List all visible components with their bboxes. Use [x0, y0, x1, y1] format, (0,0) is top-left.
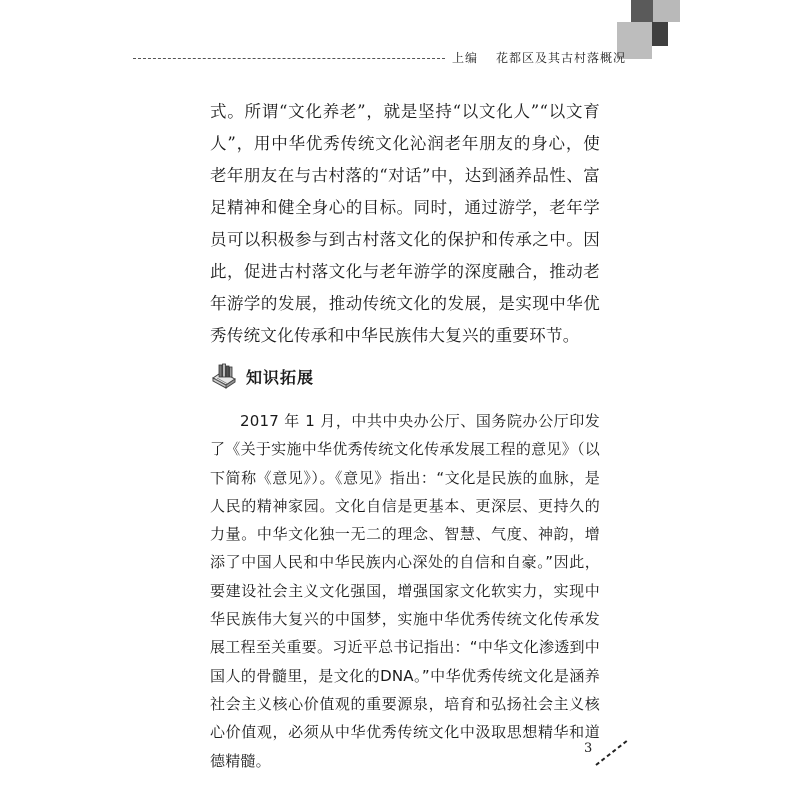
- corner-decoration-square: [653, 0, 680, 22]
- running-head: [452, 49, 626, 66]
- running-head-part: 上编: [452, 51, 479, 65]
- header-dashed-rule: [133, 58, 445, 59]
- section-title: 知识拓展: [246, 367, 315, 387]
- page-number: 3: [584, 741, 593, 756]
- body-paragraph: 式。所谓“文化养老”，就是坚持“以文化人”“以文育人”，用中华优秀传统文化沁润老年朋友的身心，使老年朋友在与古村落的“对话”中，达到涵养品性、富足精神和健全身心的目标。同时，通过游学，老年学员可以积极参与到古村落文化的保护和传承之中。因此，促进古村落文化与老年游学的深度融合，推动老年游学的发展，推动传统文化的发展，是实现中华优秀传统文化传承和中华民族伟大复兴的重要环节。: [210, 102, 600, 345]
- page-corner-dashes: [592, 738, 632, 768]
- corner-decoration-square: [631, 0, 653, 22]
- section-heading: [210, 359, 600, 393]
- running-head-chapter: 花都区及其古村落概况: [496, 51, 627, 65]
- body-paragraph: 2017 年 1 月，中共中央办公厅、国务院办公厅印发了《关于实施中华优秀传统文化传承发展工程的意见》（以下简称《意见》）。《意见》指出：“文化是民族的血脉，是人民的精神家园。文化自信是更基本、更深层、更持久的力量。中华文化独一无二的理念、智慧、气度、神韵，增添了中国人民和中华民族内心深处的自信和自豪。”因此，要建设社会主义文化强国，增强国家文化软实力，实现中华民族伟大复兴的中国梦，实施中华优秀传统文化传承发展工程至关重要。习近平总书记指出：“中华文化渗透到中国人的骨髓里，是文化的DNA。”中华优秀传统文化是涵养社会主义核心价值观的重要源泉，培育和弘扬社会主义核心价值观，必须从中华优秀传统文化中汲取思想精华和道德精髓。: [210, 412, 600, 770]
- page-body: [210, 96, 600, 775]
- corner-decoration-square: [652, 22, 668, 46]
- books-icon: [210, 362, 238, 390]
